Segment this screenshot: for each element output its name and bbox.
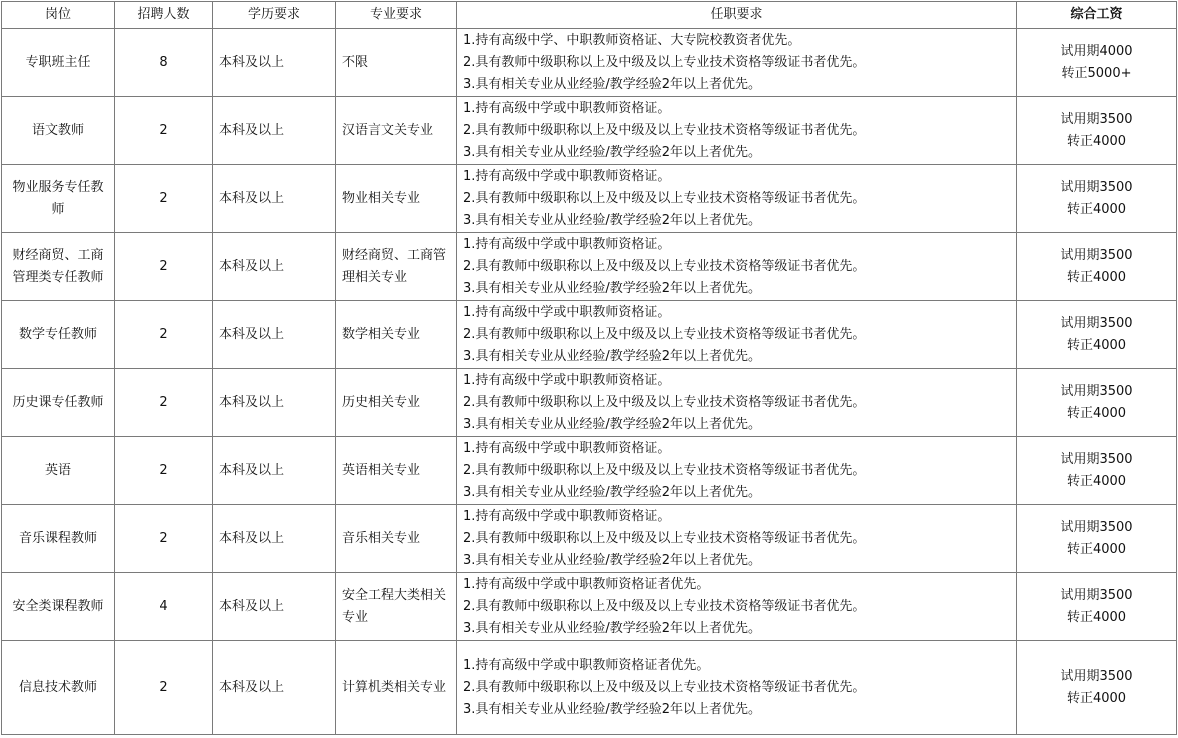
requirement-line: 2.具有教师中级职称以上及中级及以上专业技术资格等级证书者优先。 [463,462,866,478]
salary-cell [1017,641,1177,735]
education-cell: 本科及以上 [213,233,336,301]
salary-line: 转正4000 [1066,690,1127,706]
requirement-line: 1.持有高级中学或中职教师资格证。 [463,100,671,116]
requirement-line: 2.具有教师中级职称以上及中级及以上专业技术资格等级证书者优先。 [463,122,866,138]
position-cell: 历史课专任教师 [2,369,115,437]
requirements-cell [457,573,1017,641]
major-cell: 历史相关专业 [336,369,457,437]
salary-cell [1017,505,1177,573]
salary-line: 试用期3500 [1060,519,1133,535]
salary-line: 试用期3500 [1060,668,1133,684]
salary-cell [1017,97,1177,165]
count-cell: 2 [115,641,213,735]
requirement-line: 2.具有教师中级职称以上及中级及以上专业技术资格等级证书者优先。 [463,326,866,342]
salary-line: 转正4000 [1066,609,1127,625]
requirement-line: 2.具有教师中级职称以上及中级及以上专业技术资格等级证书者优先。 [463,530,866,546]
education-cell: 本科及以上 [213,437,336,505]
major-cell: 计算机类相关专业 [336,641,457,735]
table-row [2,505,1177,573]
header-major: 专业要求 [336,2,457,29]
salary-line: 转正4000 [1066,405,1127,421]
requirement-line: 1.持有高级中学或中职教师资格证。 [463,236,671,252]
position-cell: 数学专任教师 [2,301,115,369]
header-education: 学历要求 [213,2,336,29]
education-cell: 本科及以上 [213,165,336,233]
position-cell: 安全类课程教师 [2,573,115,641]
salary-line: 试用期3500 [1060,111,1133,127]
requirements-cell [457,29,1017,97]
requirements-cell [457,97,1017,165]
requirement-line: 1.持有高级中学、中职教师资格证、大专院校教资者优先。 [463,32,801,48]
position-cell: 信息技术教师 [2,641,115,735]
major-cell: 数学相关专业 [336,301,457,369]
requirement-line: 3.具有相关专业从业经验/教学经验2年以上者优先。 [463,144,762,160]
header-salary: 综合工资 [1017,2,1177,29]
count-cell: 4 [115,573,213,641]
position-cell: 专职班主任 [2,29,115,97]
position-cell: 语文教师 [2,97,115,165]
salary-line: 转正5000+ [1061,65,1132,81]
requirement-line: 3.具有相关专业从业经验/教学经验2年以上者优先。 [463,416,762,432]
salary-cell [1017,573,1177,641]
major-cell: 物业相关专业 [336,165,457,233]
education-cell: 本科及以上 [213,641,336,735]
requirement-line: 2.具有教师中级职称以上及中级及以上专业技术资格等级证书者优先。 [463,258,866,274]
requirement-line: 3.具有相关专业从业经验/教学经验2年以上者优先。 [463,484,762,500]
education-cell: 本科及以上 [213,573,336,641]
position-cell: 英语 [2,437,115,505]
salary-line: 转正4000 [1066,201,1127,217]
salary-line: 试用期3500 [1060,587,1133,603]
table-row [2,437,1177,505]
requirement-line: 2.具有教师中级职称以上及中级及以上专业技术资格等级证书者优先。 [463,394,866,410]
header-requirements: 任职要求 [457,2,1017,29]
major-cell: 财经商贸、工商管理相关专业 [336,233,457,301]
education-cell: 本科及以上 [213,97,336,165]
requirements-cell [457,641,1017,735]
count-cell: 8 [115,29,213,97]
requirement-line: 2.具有教师中级职称以上及中级及以上专业技术资格等级证书者优先。 [463,190,866,206]
salary-cell [1017,437,1177,505]
table-row [2,301,1177,369]
requirement-line: 1.持有高级中学或中职教师资格证。 [463,372,671,388]
requirement-line: 2.具有教师中级职称以上及中级及以上专业技术资格等级证书者优先。 [463,54,866,70]
position-cell: 物业服务专任教师 [2,165,115,233]
count-cell: 2 [115,233,213,301]
position-cell: 财经商贸、工商管理类专任教师 [2,233,115,301]
requirement-line: 3.具有相关专业从业经验/教学经验2年以上者优先。 [463,701,762,717]
education-cell: 本科及以上 [213,369,336,437]
major-cell: 汉语言文关专业 [336,97,457,165]
salary-cell [1017,233,1177,301]
requirement-line: 1.持有高级中学或中职教师资格证。 [463,168,671,184]
table-row [2,233,1177,301]
table-row [2,165,1177,233]
requirement-line: 1.持有高级中学或中职教师资格证。 [463,440,671,456]
requirement-line: 3.具有相关专业从业经验/教学经验2年以上者优先。 [463,212,762,228]
header-row [2,2,1177,29]
requirements-cell [457,505,1017,573]
requirement-line: 3.具有相关专业从业经验/教学经验2年以上者优先。 [463,552,762,568]
requirement-line: 3.具有相关专业从业经验/教学经验2年以上者优先。 [463,76,762,92]
count-cell: 2 [115,97,213,165]
salary-line: 转正4000 [1066,541,1127,557]
requirement-line: 1.持有高级中学或中职教师资格证者优先。 [463,576,710,592]
salary-line: 试用期3500 [1060,247,1133,263]
education-cell: 本科及以上 [213,301,336,369]
salary-line: 试用期3500 [1060,315,1133,331]
requirements-cell [457,437,1017,505]
requirements-cell [457,165,1017,233]
salary-line: 转正4000 [1066,337,1127,353]
count-cell: 2 [115,165,213,233]
salary-line: 试用期3500 [1060,383,1133,399]
table-row [2,29,1177,97]
requirement-line: 2.具有教师中级职称以上及中级及以上专业技术资格等级证书者优先。 [463,679,866,695]
requirement-line: 3.具有相关专业从业经验/教学经验2年以上者优先。 [463,280,762,296]
salary-cell [1017,29,1177,97]
salary-line: 试用期4000 [1060,43,1133,59]
table-row [2,641,1177,735]
requirement-line: 1.持有高级中学或中职教师资格证者优先。 [463,657,710,673]
major-cell: 不限 [336,29,457,97]
requirement-line: 3.具有相关专业从业经验/教学经验2年以上者优先。 [463,348,762,364]
count-cell: 2 [115,505,213,573]
salary-line: 试用期3500 [1060,179,1133,195]
count-cell: 2 [115,437,213,505]
requirement-line: 3.具有相关专业从业经验/教学经验2年以上者优先。 [463,620,762,636]
count-cell: 2 [115,301,213,369]
salary-cell [1017,301,1177,369]
salary-line: 转正4000 [1066,133,1127,149]
recruitment-table [1,1,1177,735]
header-position: 岗位 [2,2,115,29]
salary-line: 转正4000 [1066,473,1127,489]
salary-cell [1017,165,1177,233]
major-cell: 英语相关专业 [336,437,457,505]
major-cell: 音乐相关专业 [336,505,457,573]
count-cell: 2 [115,369,213,437]
position-cell: 音乐课程教师 [2,505,115,573]
table-row [2,369,1177,437]
salary-cell [1017,369,1177,437]
requirement-line: 2.具有教师中级职称以上及中级及以上专业技术资格等级证书者优先。 [463,598,866,614]
education-cell: 本科及以上 [213,29,336,97]
requirements-cell [457,301,1017,369]
requirements-cell [457,369,1017,437]
header-count: 招聘人数 [115,2,213,29]
table-row [2,97,1177,165]
requirement-line: 1.持有高级中学或中职教师资格证。 [463,508,671,524]
requirements-cell [457,233,1017,301]
salary-line: 试用期3500 [1060,451,1133,467]
major-cell: 安全工程大类相关专业 [336,573,457,641]
table-row [2,573,1177,641]
salary-line: 转正4000 [1066,269,1127,285]
requirement-line: 1.持有高级中学或中职教师资格证。 [463,304,671,320]
education-cell: 本科及以上 [213,505,336,573]
